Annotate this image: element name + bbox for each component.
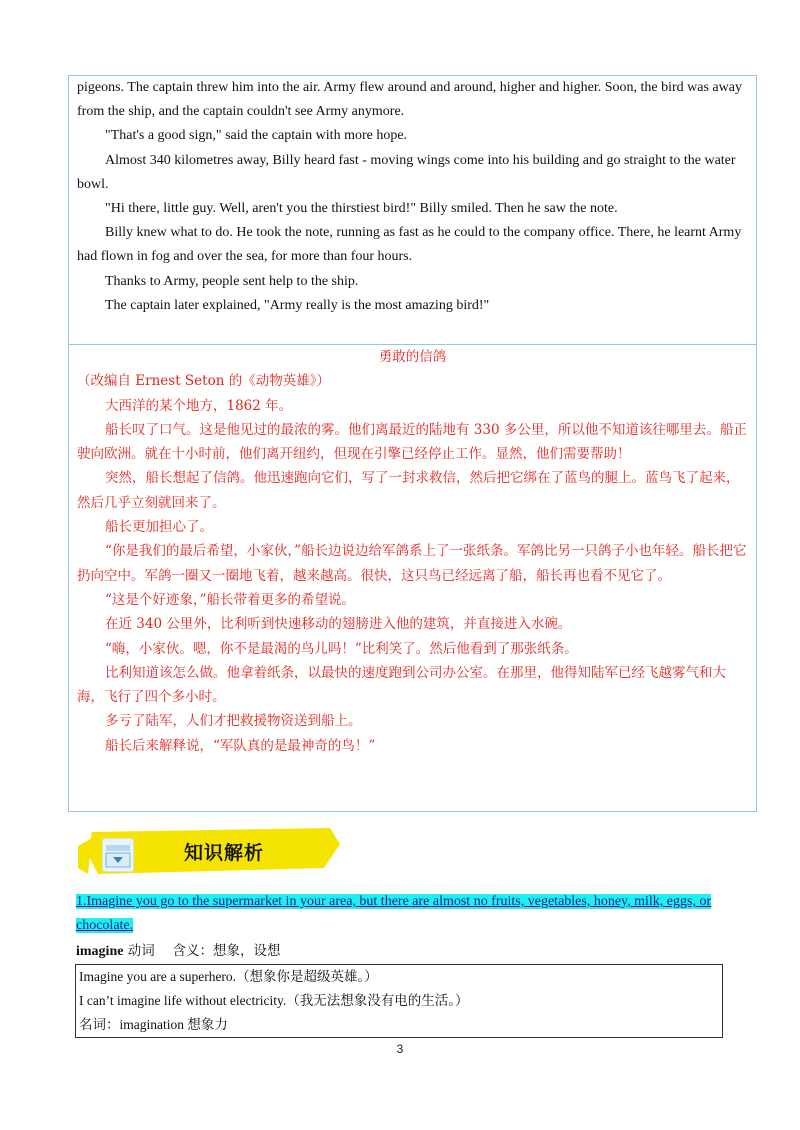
chinese-translation-box — [68, 344, 757, 812]
example-line: I can’t imagine life without electricity.（我无法想象没有电的生活。） — [79, 993, 469, 1008]
vocab-word: imagine — [76, 944, 124, 959]
vocab-meaning: 动词 含义：想象，设想 — [123, 943, 281, 959]
english-story-box — [68, 75, 757, 345]
english-paragraph: The captain later explained, "Army really is the most amazing bird!" — [105, 297, 490, 313]
english-paragraph: Almost 340 kilometres away, Billy heard fast - moving wings come into his building and go straight to the water bowl. — [77, 152, 736, 192]
chinese-paragraph: “你是我们的最后希望，小家伙，”船长边说边给军鸽系上了一张纸条。军鸽比另一只鸽子小也年轻。船长把它扔向空中。军鸽一圈又一圈地飞着，越来越高。很快，这只鸟已经远离了船，船长再也看不见它了。 — [77, 543, 747, 584]
chinese-paragraph: “嗨，小家伙。嗯，你不是最渴的鸟儿吗！”比利笑了。然后他看到了那张纸条。 — [105, 640, 578, 657]
example-line: Imagine you are a superhero.（想象你是超级英雄。） — [79, 969, 378, 984]
english-paragraph: Billy knew what to do. He took the note, running as fast as he could to the company office. There, he learnt Army had flown in fog and over the sea, for more than four hours. — [77, 225, 742, 265]
english-paragraph: "Hi there, little guy. Well, aren't you the thirstiest bird!" Billy smiled. Then he saw the note. — [105, 201, 618, 217]
chinese-story-text — [69, 345, 756, 758]
chinese-paragraph: 船长更加担心了。 — [105, 519, 213, 536]
page-number: 3 — [396, 1042, 404, 1056]
example-line: 名词：imagination 想象力 — [79, 1017, 228, 1032]
chinese-paragraph: 船长后来解释说，“军队真的是最神奇的鸟！” — [105, 737, 376, 754]
chinese-paragraph: 在近 340 公里外，比利听到快速移动的翅膀进入他的建筑，并直接进入水碗。 — [105, 616, 572, 633]
chinese-paragraph: 比利知道该怎么做。他拿着纸条，以最快的速度跑到公司办公室。在那里，他得知陆军已经飞越雾气和大海，飞行了四个多小时。 — [77, 664, 726, 706]
chinese-paragraph: 船长叹了口气。这是他见过的最浓的雾。他们离最近的陆地有 330 多公里，所以他不知道该往哪里去。船正驶向欧洲。就在十小时前，他们离开纽约，但现在引擎已经停止工作。显然，他们需要帮助！ — [77, 421, 747, 463]
english-paragraph: "That's a good sign," said the captain with more hope. — [105, 128, 408, 144]
question-sentence — [76, 890, 736, 938]
chinese-paragraph: “这是个好迹象，”船长带着更多的希望说。 — [105, 591, 356, 608]
example-table — [75, 964, 723, 1038]
chinese-paragraph: 大西洋的某个地方，1862 年。 — [105, 397, 293, 414]
chinese-story-source: （改编自 Ernest Seton 的《动物英雄》） — [77, 373, 330, 390]
logo-icon — [102, 838, 134, 872]
chinese-paragraph: 多亏了陆军，人们才把救援物资送到船上。 — [105, 713, 362, 730]
banner-title: 知识解析 — [184, 842, 265, 864]
question-highlight: 1.Imagine you go to the supermarket in your area, but there are almost no fruits, vegetables, honey, milk, eggs, or chocolate. — [76, 894, 712, 933]
english-paragraph: pigeons. The captain threw him into the air. Army flew around and around, higher and higher. Soon, the bird was away from the ship, and the captain couldn't see Army anymore. — [77, 80, 742, 120]
chinese-paragraph: 突然，船长想起了信鸽。他迅速跑向它们，写了一封求救信，然后把它绑在了蓝鸟的腿上。蓝鸟飞了起来，然后几乎立刻就回来了。 — [77, 470, 740, 511]
word-definition — [76, 939, 281, 960]
english-paragraph: Thanks to Army, people sent help to the ship. — [105, 273, 359, 289]
chinese-story-title: 勇敢的信鸽 — [378, 349, 447, 365]
english-story-text — [69, 76, 756, 318]
